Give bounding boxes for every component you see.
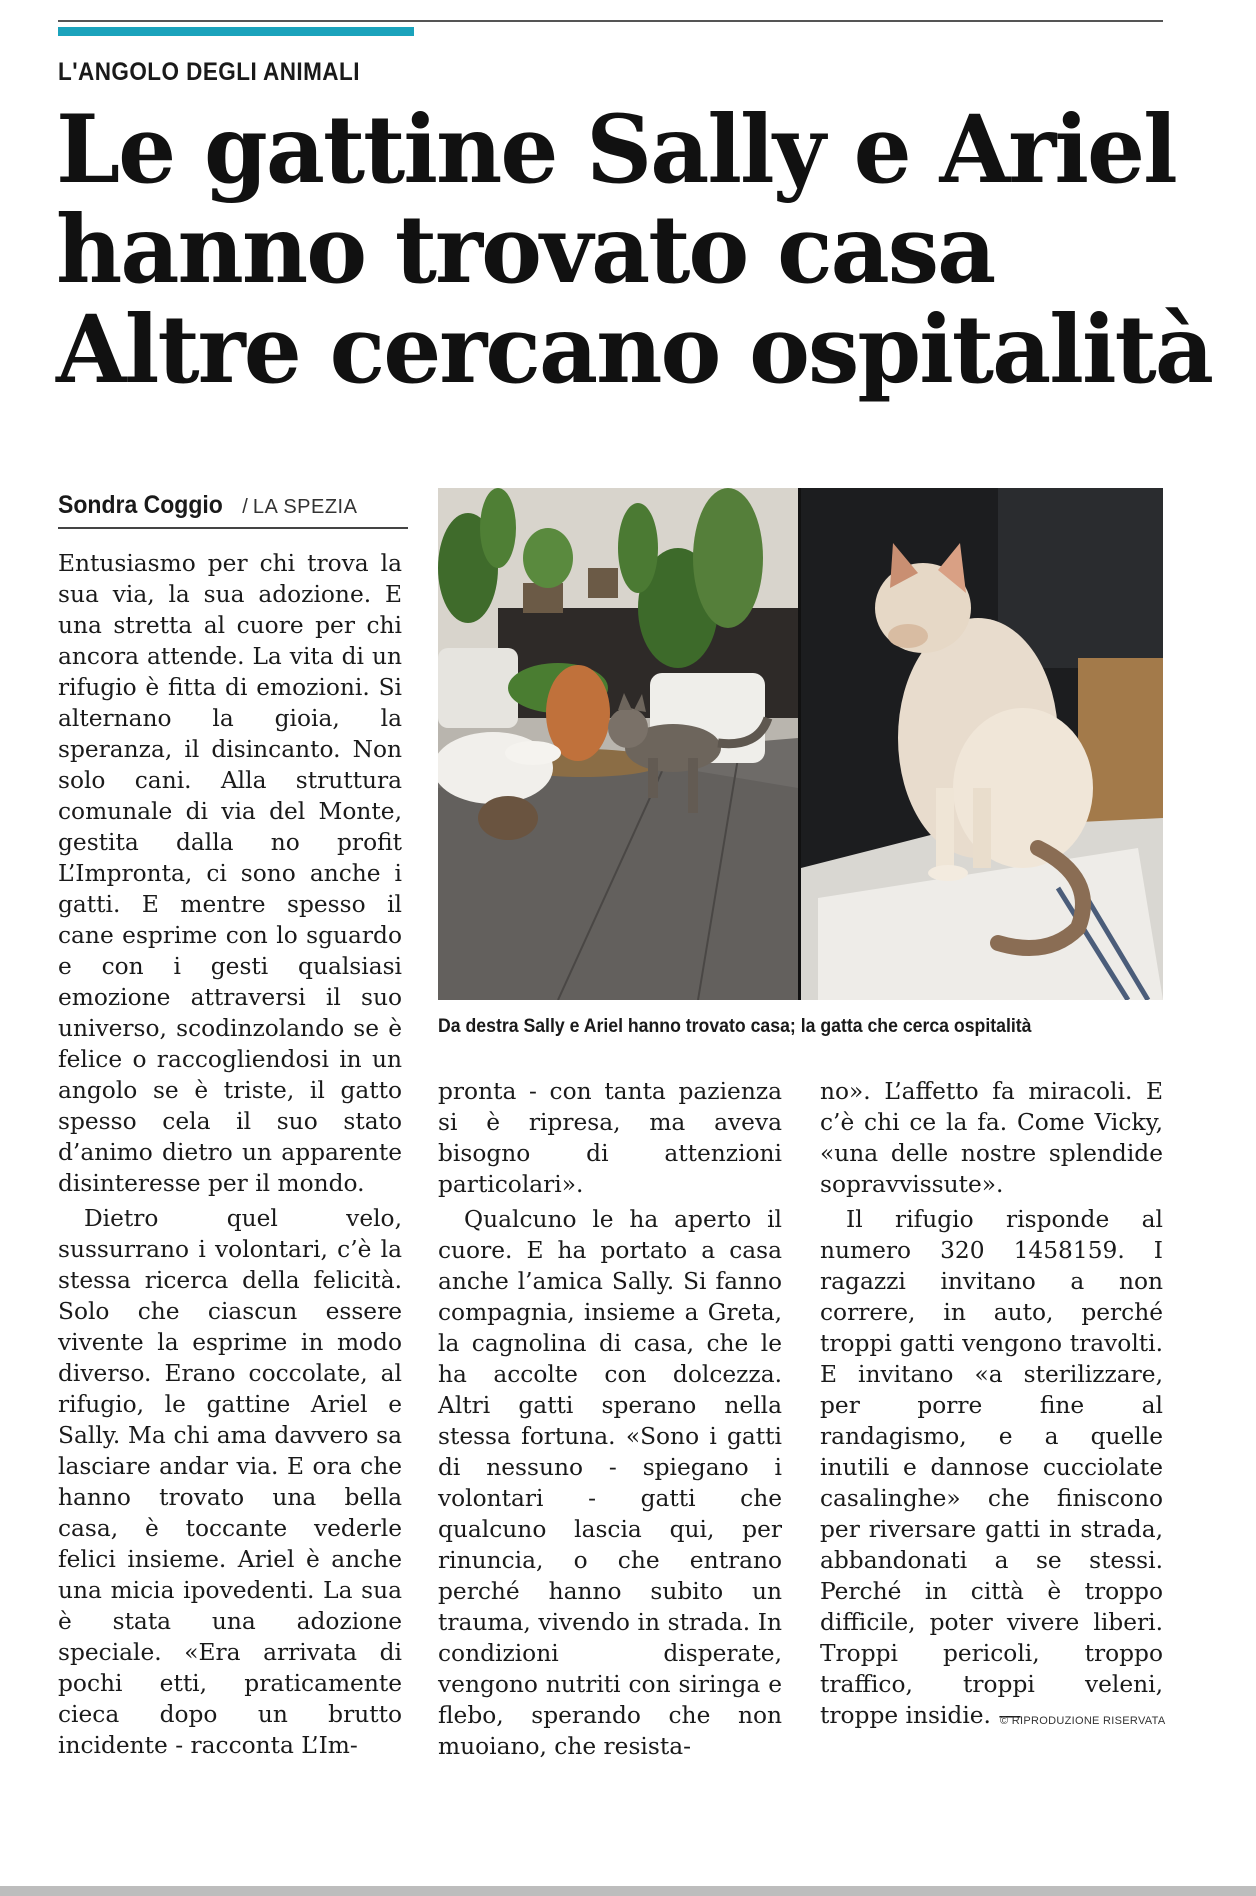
- headline: [56, 95, 1212, 405]
- top-rule: [58, 20, 1163, 22]
- photo-caption: Da destra Sally e Ariel hanno trovato casa; la gatta che cerca ospitalità: [438, 1016, 1032, 1037]
- article-photo: [438, 488, 1163, 1000]
- paragraph: pronta - con tanta pazienza si è ripresa, ma aveva bisogno di attenzioni particolari».: [438, 1078, 782, 1198]
- paragraph: Il rifugio risponde al numero 320 1458159. I ragazzi invitano a non correre, in auto, perché troppi gatti vengono travolti. E invitano «a sterilizzare, per porre fine al randagismo, e a quelle inutili e dannose cucciolate casalinghe» che finiscono per riversare gatti in strada, abbandonati a se stessi. Perché in città è troppo difficile, poter vivere liberi. Troppi pericoli, troppo traffico, troppi veleni, troppe insidie. —: [820, 1206, 1163, 1729]
- headline-line-1: Le gattine Sally e Ariel: [56, 95, 1176, 205]
- headline-line-2: hanno trovato casa: [56, 195, 995, 305]
- paragraph: Entusiasmo per chi trova la sua via, la sua adozione. E una stretta al cuore per chi ancora attende. La vita di un rifugio è fitta di emozioni. Si alternano la gioia, la speranza, il disincanto. Non solo cani. Alla struttura comunale di via del Monte, gestita dalla no profit L’Impronta, ci sono anche i gatti. E mentre spesso il cane esprime con lo sguardo e con i gesti qualsiasi emozione attraversi il suo universo, scodinzolando se è felice o raccogliendosi in un angolo se è triste, il gatto spesso cela il suo stato d’animo dietro un apparente disinteresse per il mondo.: [58, 550, 402, 1197]
- byline-rule: [58, 527, 408, 529]
- section-label: L'ANGOLO DEGLI ANIMALI: [58, 58, 360, 86]
- paragraph: Qualcuno le ha aperto il cuore. E ha portato a casa anche l’amica Sally. Si fanno compagnia, insieme a Greta, la cagnolina di casa, che le ha accolte con dolcezza. Altri gatti sperano nella stessa fortuna. «Sono i gatti di nessuno - spiegano i volontari - gatti che qualcuno lascia qui, per rinuncia, o che entrano perché hanno subito un trauma, vivendo in strada. In condizioni disperate, vengono nutriti con siringa e flebo, sperando che non muoiano, che resista-: [438, 1206, 782, 1760]
- article-column-3: [820, 1076, 1166, 1731]
- author-name: Sondra Coggio: [58, 491, 223, 519]
- headline-line-3: Altre cercano ospitalità: [56, 295, 1212, 405]
- article-column-2: [438, 1076, 782, 1762]
- byline: [58, 491, 357, 520]
- section-accent-bar: [58, 27, 414, 36]
- byline-place: LA SPEZIA: [252, 496, 358, 518]
- photo-right-cat-looking-for-home: [801, 488, 1163, 1000]
- copyright-notice: © RIPRODUZIONE RISERVATA: [1000, 1715, 1166, 1727]
- paragraph: Dietro quel velo, sussurrano i volontari, c’è la stessa ricerca della felicità. Solo che ciascun essere vivente la esprime in modo diverso. Erano coccolate, al rifugio, le gattine Ariel e Sally. Ma chi ama davvero sa lasciare andar via. E ora che hanno trovato una bella casa, è toccante vederle felici insieme. Ariel è anche una micia ipovedenti. La sua è stata una adozione speciale. «Era arrivata di pochi etti, praticamente cieca dopo un brutto incidente - racconta L’Im-: [58, 1205, 402, 1759]
- article-column-1: [58, 548, 402, 1761]
- photo-left-sally-ariel: [438, 488, 798, 1000]
- byline-separator: /: [242, 496, 248, 518]
- paragraph: no». L’affetto fa miracoli. E c’è chi ce la fa. Come Vicky, «una delle nostre splendide sopravvissute».: [820, 1078, 1163, 1198]
- page-bottom-strip: [0, 1886, 1256, 1896]
